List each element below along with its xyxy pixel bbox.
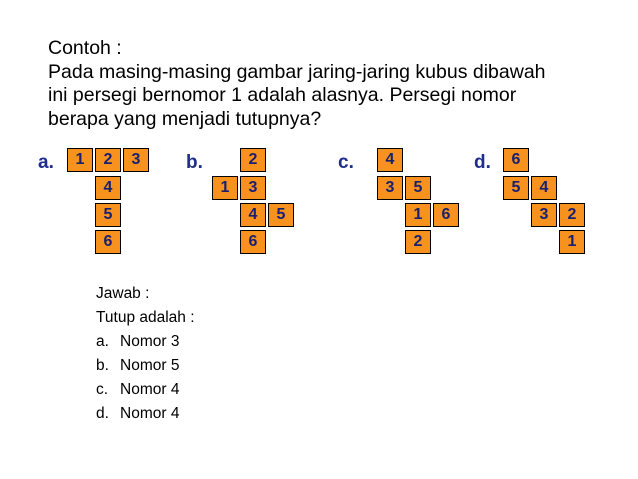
net-d-square: 6 [503, 148, 529, 172]
net-a-square: 5 [95, 203, 121, 227]
intro-line-4: berapa yang menjadi tutupnya? [48, 107, 322, 130]
answer-option [96, 354, 195, 378]
intro-text [48, 37, 618, 131]
option-letter: c. [96, 381, 109, 398]
intro-line-3: ini persegi bernomor 1 adalah alasnya. Persegi nomor [48, 84, 517, 106]
net-a-square: 3 [123, 148, 149, 172]
net-d-square: 5 [503, 176, 529, 200]
net-d-square: 1 [559, 230, 585, 254]
net-b-square: 3 [240, 176, 266, 200]
answer-block [96, 282, 195, 426]
option-letter: b. [96, 357, 109, 374]
net-b-label: b. [186, 152, 203, 173]
net-c-square: 2 [405, 230, 431, 254]
net-b-square: 6 [240, 230, 266, 254]
intro-line-1: Contoh : [48, 37, 122, 59]
net-b-square: 5 [268, 203, 294, 227]
net-d-label: d. [474, 152, 491, 173]
net-d-square: 4 [531, 176, 557, 200]
net-a-square: 6 [95, 230, 121, 254]
option-text: Nomor 5 [120, 357, 180, 374]
net-a-square: 1 [67, 148, 93, 172]
option-letter: a. [96, 333, 109, 350]
answer-option [96, 378, 195, 402]
net-c-label: c. [338, 152, 354, 173]
answer-heading: Jawab : [96, 285, 150, 302]
option-letter: d. [96, 405, 109, 422]
net-c-square: 1 [405, 203, 431, 227]
net-c-square: 3 [377, 176, 403, 200]
net-c-square: 4 [377, 148, 403, 172]
answer-subheading: Tutup adalah : [96, 309, 195, 326]
answer-option [96, 402, 195, 426]
net-a-square: 2 [95, 148, 121, 172]
net-c-square: 5 [405, 176, 431, 200]
net-c-square: 6 [433, 203, 459, 227]
net-b-square: 2 [240, 148, 266, 172]
option-text: Nomor 4 [120, 381, 180, 398]
net-a-label: a. [38, 152, 54, 173]
net-d-square: 3 [531, 203, 557, 227]
option-text: Nomor 3 [120, 333, 180, 350]
intro-line-2: Pada masing-masing gambar jaring-jaring kubus dibawah [48, 60, 546, 83]
option-text: Nomor 4 [120, 405, 180, 422]
net-b-square: 1 [212, 176, 238, 200]
net-b-square: 4 [240, 203, 266, 227]
net-a-square: 4 [95, 176, 121, 200]
net-d-square: 2 [559, 203, 585, 227]
answer-option [96, 330, 195, 354]
